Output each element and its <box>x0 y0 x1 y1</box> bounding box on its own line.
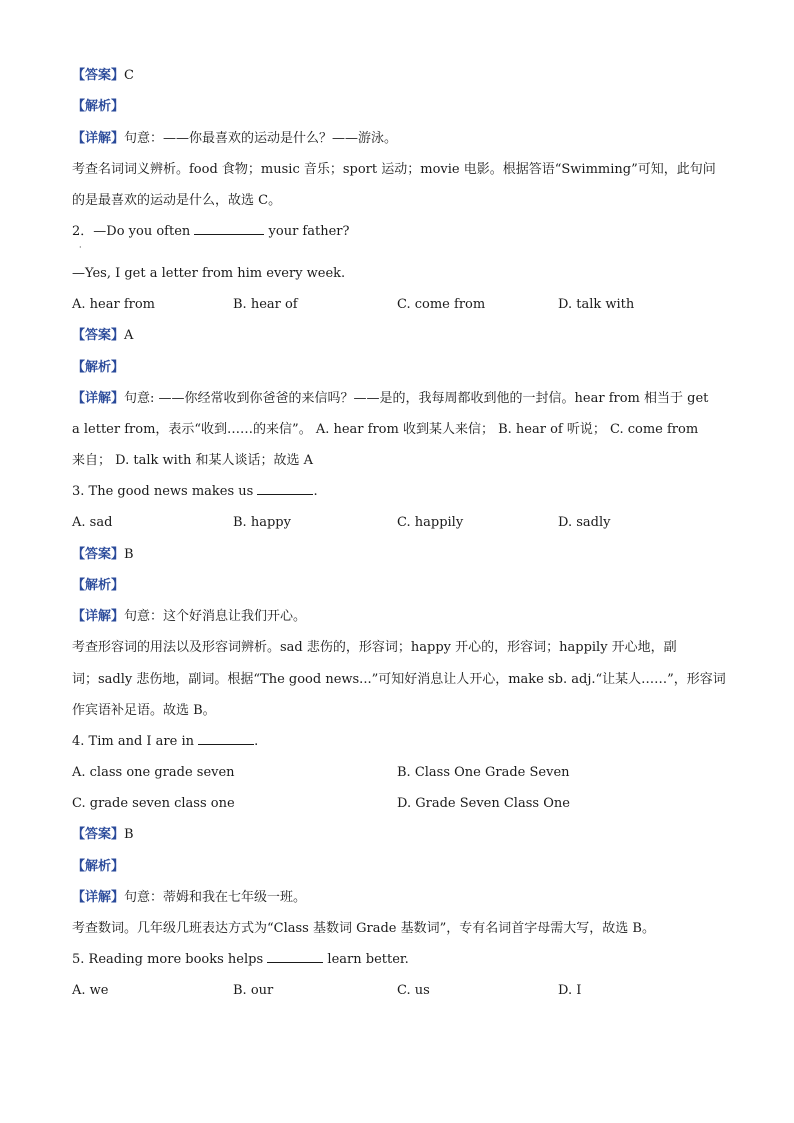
q3-translation: 句意：这个好消息让我们开心。 <box>124 609 307 624</box>
detail-label: 【详解】 <box>72 391 125 406</box>
q3-option-a: A. sad <box>72 515 113 530</box>
q3-blank <box>257 482 313 495</box>
q2-stem-start: 2．—Do you often <box>72 224 191 239</box>
q5-options <box>72 981 732 1001</box>
answer-label: 【答案】 <box>72 68 125 83</box>
q2-analysis-heading <box>72 358 732 378</box>
q1-translation: 句意：——你最喜欢的运动是什么？——游泳。 <box>124 131 398 146</box>
q3-detail-line <box>72 607 732 627</box>
detail-label: 【详解】 <box>72 890 125 905</box>
answer-label: 【答案】 <box>72 547 125 562</box>
analysis-label: 【解析】 <box>72 578 125 593</box>
q4-option-b: B. Class One Grade Seven <box>397 765 570 780</box>
q3-stem <box>72 482 732 502</box>
q4-analysis-heading <box>72 857 732 877</box>
q2-response: —Yes, I get a letter from him every week. <box>72 266 346 281</box>
q5-stem-start: 5. Reading more books helps <box>72 952 264 967</box>
q3-answer: B <box>124 547 134 562</box>
q2-option-d: D. talk with <box>558 297 635 312</box>
q3-stem-start: 3. The good news makes us <box>72 484 254 499</box>
q2-option-c: C. come from <box>397 297 486 312</box>
q4-detail-line <box>72 888 732 908</box>
q4-stem-start: 4. Tim and I are in <box>72 734 194 749</box>
q3-option-c: C. happily <box>397 515 464 530</box>
analysis-label: 【解析】 <box>72 360 125 375</box>
q2-answer: A <box>124 328 134 343</box>
q4-stem <box>72 732 732 752</box>
q2-option-b: B. hear of <box>233 297 298 312</box>
q3-option-b: B. happy <box>233 515 291 530</box>
stray-dot-mark: · <box>79 243 82 252</box>
analysis-label: 【解析】 <box>72 859 125 874</box>
analysis-label: 【解析】 <box>72 99 125 114</box>
q4-options-row-1 <box>72 763 732 783</box>
q2-options <box>72 295 732 315</box>
q1-answer: C <box>124 68 134 83</box>
q5-stem-end: learn better. <box>327 952 409 967</box>
q5-option-c: C. us <box>397 983 430 998</box>
answer-label: 【答案】 <box>72 328 125 343</box>
q4-option-d: D. Grade Seven Class One <box>397 796 570 811</box>
q3-explanation-1: 考查形容词的用法以及形容词辨析。sad 悲伤的，形容词；happy 开心的，形容词；happily 开心地，副 <box>72 640 677 655</box>
q1-explanation-2: 的是最喜欢的运动是什么，故选 C。 <box>72 193 282 208</box>
q2-answer-line <box>72 326 732 346</box>
q3-options <box>72 513 732 533</box>
q3-answer-line <box>72 545 732 565</box>
answer-label: 【答案】 <box>72 827 125 842</box>
q5-stem <box>72 950 732 970</box>
detail-label: 【详解】 <box>72 131 125 146</box>
q5-option-a: A. we <box>72 983 109 998</box>
q3-stem-end: . <box>313 484 318 499</box>
q1-answer-line <box>72 66 732 86</box>
q4-explanation-1: 考查数词。几年级几班表达方式为“Class 基数词 Grade 基数词”，专有名词首字母需大写，故选 B。 <box>72 921 655 936</box>
q5-blank <box>267 950 323 963</box>
q2-explanation-1: 句意: ——你经常收到你爸爸的来信吗？——是的，我每周都收到他的一封信。hear from 相当于 get <box>124 391 709 406</box>
detail-label: 【详解】 <box>72 609 125 624</box>
q2-explanation-2: a letter from，表示“收到……的来信”。 A. hear from 收到某人来信； B. hear of 听说； C. come from <box>72 422 699 437</box>
q2-blank <box>194 222 264 235</box>
q4-blank <box>198 732 254 745</box>
q3-analysis-heading <box>72 576 732 596</box>
q3-explanation-2: 词；sadly 悲伤地，副词。根据“The good news...”可知好消息让人开心，make sb. adj.“让某人……”，形容词 <box>72 672 726 687</box>
q4-stem-end: . <box>254 734 259 749</box>
q4-answer: B <box>124 827 134 842</box>
q3-option-d: D. sadly <box>558 515 611 530</box>
q1-analysis-heading <box>72 97 732 117</box>
q1-detail-line <box>72 129 732 149</box>
q4-option-a: A. class one grade seven <box>72 765 235 780</box>
q4-option-c: C. grade seven class one <box>72 796 235 811</box>
q3-explanation-3: 作宾语补足语。故选 B。 <box>72 703 216 718</box>
q2-explanation-3: 来自； D. talk with 和某人谈话；故选 A <box>72 453 314 468</box>
q2-stem-end: your father? <box>268 224 350 239</box>
q4-translation: 句意：蒂姆和我在七年级一班。 <box>124 890 307 905</box>
q5-option-d: D. I <box>558 983 582 998</box>
q4-answer-line <box>72 825 732 845</box>
q1-explanation-1: 考查名词词义辨析。food 食物；music 音乐；sport 运动；movie 电影。根据答语“Swimming”可知，此句问 <box>72 162 716 177</box>
q2-option-a: A. hear from <box>72 297 155 312</box>
q4-options-row-2 <box>72 794 732 814</box>
q2-stem <box>72 222 732 242</box>
q2-detail-line <box>72 389 732 409</box>
q5-option-b: B. our <box>233 983 274 998</box>
